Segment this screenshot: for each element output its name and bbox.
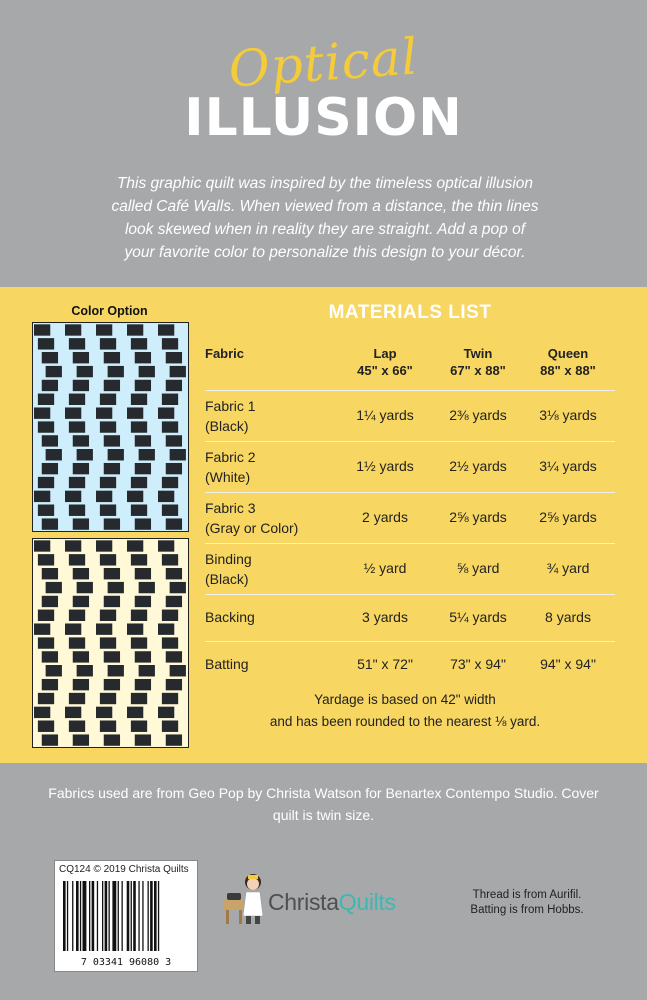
row-subname: (Black) [205, 418, 249, 434]
row-name: Fabric 2 [205, 449, 256, 465]
cell-twin: 5¼ yards [449, 609, 507, 625]
yardage-note-line2: and has been rounded to the nearest ⅛ yard. [269, 714, 541, 729]
row-name: Fabric 1 [205, 398, 256, 414]
row-subname: (Black) [205, 571, 249, 587]
yardage-note-line1: Yardage is based on 42" width [314, 692, 496, 707]
thread-credit: Thread is from Aurifil. [472, 889, 582, 901]
header-section [0, 0, 647, 287]
table-header-row [205, 338, 615, 391]
barcode-icon [63, 881, 191, 951]
logo-text-part1: Christa [268, 889, 339, 915]
size-twin: 67" x 88" [450, 363, 506, 378]
cell-lap: 1½ yards [356, 458, 414, 474]
cell-lap: 51" x 72" [357, 656, 413, 672]
quilt-pattern-blue [33, 323, 188, 531]
cell-queen: 3¼ yards [539, 458, 597, 474]
barcode-digits: 7 03341 96080 3 [80, 957, 172, 968]
quilt-image-blue [32, 322, 189, 532]
row-name: Binding [205, 551, 252, 567]
color-option-label: Color Option [71, 304, 148, 318]
row-name: Backing [205, 609, 255, 625]
batting-credit: Batting is from Hobbs. [470, 904, 584, 916]
cell-lap: 2 yards [362, 509, 408, 525]
title-main: ILLUSION [184, 88, 463, 148]
yardage-note [205, 689, 605, 733]
cell-queen: ¾ yard [546, 560, 590, 576]
table-row [205, 442, 615, 493]
barcode-label: CQ124 © 2019 Christa Quilts [59, 864, 189, 875]
fabrics-note: Fabrics used are from Geo Pop by Christa Watson for Benartex Contempo Studio. Cover quilt is twin size. [48, 785, 599, 823]
header-lap: Lap [373, 346, 397, 361]
cell-twin: ⅝ yard [456, 560, 500, 576]
supplier-credits [442, 888, 612, 918]
cell-lap: ½ yard [363, 560, 407, 576]
barcode-panel [54, 860, 198, 972]
materials-title: MATERIALS LIST [328, 302, 492, 323]
row-subname: (White) [205, 469, 251, 485]
table-row [205, 642, 615, 688]
cell-twin: 73" x 94" [450, 656, 506, 672]
materials-table [205, 338, 615, 688]
table-row [205, 391, 615, 442]
row-name: Batting [205, 656, 249, 672]
table-row [205, 544, 615, 595]
cell-twin: 2⅝ yards [449, 509, 507, 525]
cell-lap: 1¼ yards [356, 407, 414, 423]
cell-queen: 2⅝ yards [539, 509, 597, 525]
cell-twin: 2½ yards [449, 458, 507, 474]
size-queen: 88" x 88" [540, 363, 596, 378]
logo-text-part2: Quilts [338, 889, 396, 915]
cell-queen: 3⅛ yards [539, 407, 597, 423]
row-name: Fabric 3 [205, 500, 256, 516]
size-lap: 45" x 66" [357, 363, 413, 378]
intro-text: This graphic quilt was inspired by the timeless optical illusion called Café Walls. When viewed from a distance, the thin lines look skewed when in reality they are straight. Add a pop of your favorite color to personalize this design to your décor. [111, 175, 539, 261]
header-queen: Queen [547, 346, 589, 361]
header-fabric: Fabric [205, 346, 245, 361]
cell-twin: 2⅜ yards [449, 407, 507, 423]
quilt-pattern-yellow [33, 539, 188, 747]
sewing-figure-icon [222, 870, 266, 926]
cell-queen: 94" x 94" [540, 656, 596, 672]
table-row [205, 595, 615, 642]
title-script: Optical [226, 27, 421, 99]
cell-queen: 8 yards [545, 609, 591, 625]
table-row [205, 493, 615, 544]
header-twin: Twin [463, 346, 493, 361]
quilt-image-yellow [32, 538, 189, 748]
christa-quilts-logo [268, 889, 396, 916]
cell-lap: 3 yards [362, 609, 408, 625]
row-subname: (Gray or Color) [205, 520, 299, 536]
